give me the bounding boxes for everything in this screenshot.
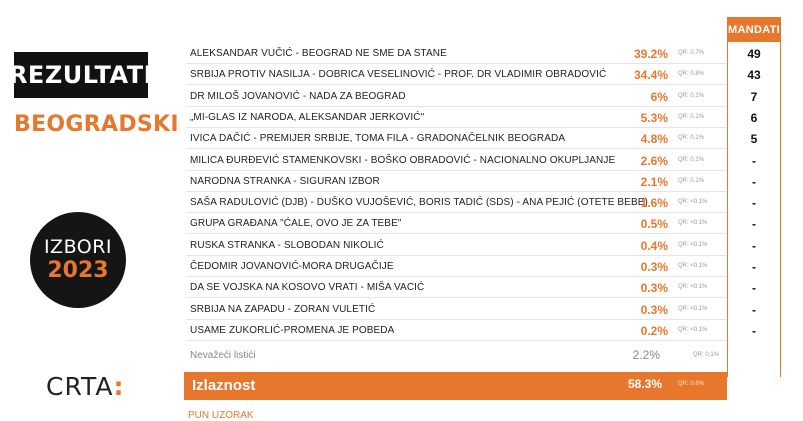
party-seats: 7 [750,89,758,104]
badge-year: 2023 [47,258,109,283]
table-row [0,46,803,64]
results-subtitle: BEOGRADSKI [14,112,179,137]
badge-line1: IZBORI [43,236,113,258]
party-seats: - [752,238,756,253]
party-pct: 0.4% [640,238,668,253]
table-row [0,153,803,171]
party-pct: 5.3% [640,110,668,125]
party-seats: - [752,196,756,211]
party-qr: QR: <0.1% [678,263,708,269]
invalid-label: Nevažeći listići [190,350,256,361]
party-pct: 0.3% [640,260,668,274]
party-name: GRUPA GRAĐANA "ĆALE, OVO JE ZA TEBE" [190,218,402,230]
party-name: ČEDOMIR JOVANOVIĆ-MORA DRUGAČIJE [190,261,394,272]
table-row [0,195,803,213]
table-row [0,110,803,128]
table-row [0,67,803,85]
party-seats: - [752,302,756,317]
party-qr: QR: 0.1% [678,135,705,142]
row-divider [186,148,726,149]
invalid-pct: 2.2% [632,348,660,362]
party-name: SAŠA RADULOVIĆ (DJB) - DUŠKO VUJOŠEVIĆ, BORIS TADIĆ (SDS) - ANA PEJIĆ (OTETE BEBE) [190,197,648,209]
logo-text: CRTA [46,372,114,401]
party-name: DA SE VOJSKA NA KOSOVO VRATI - MIŠA VACIĆ [190,282,425,294]
party-name: ALEKSANDAR VUČIĆ - BEOGRAD NE SME DA STANE [190,48,447,59]
party-name: RUSKA STRANKA - SLOBODAN NIKOLIĆ [190,239,384,251]
party-qr: QR: 0.1% [678,92,705,99]
party-pct: 34.4% [633,68,668,83]
party-pct: 0.2% [640,323,668,338]
table-row [0,259,803,277]
party-qr: QR: <0.1% [678,241,708,248]
party-pct: 0.3% [640,281,668,296]
party-pct: 4.8% [640,132,668,147]
row-divider [186,191,726,192]
row-divider [186,106,726,107]
party-pct: 2.1% [640,174,668,189]
party-qr: QR: 0.1% [678,113,705,120]
party-pct: 0.5% [640,217,668,232]
logo-colon: : [113,372,125,401]
party-name: SRBIJA NA ZAPADU - ZORAN VULETIĆ [190,303,376,315]
row-divider [186,255,726,256]
party-qr: QR: <0.1% [678,326,708,333]
party-pct: 2.6% [640,153,668,168]
row-divider [186,340,726,341]
party-seats: 6 [750,110,758,125]
party-seats: - [752,153,756,168]
table-row [0,131,803,149]
row-divider [186,84,726,85]
invalid-qr: QR: 0.1% [693,352,720,358]
turnout-pct: 58.3% [628,377,663,391]
party-seats: - [752,281,756,296]
table-row [0,174,803,192]
party-pct: 39.2% [633,47,668,61]
party-qr: QR: 0.8% [678,71,705,78]
party-qr: QR: <0.1% [678,305,708,312]
party-pct: 0.3% [640,302,668,317]
party-name: „MI-GLAS IZ NARODA, ALEKSANDAR JERKOVIĆ" [190,111,425,123]
table-row [0,238,803,256]
table-row [0,302,803,320]
party-name: MILICA ĐURĐEVIĆ STAMENKOVSKI - BOŠKO OBRADOVIĆ - NACIONALNO OKUPLJANJE [190,154,616,166]
table-row [0,280,803,298]
row-divider [186,212,726,213]
row-divider [186,233,726,234]
table-row [0,89,803,107]
row-divider [186,276,726,277]
turnout-qr: QR: 0.6% [678,381,705,387]
party-qr: QR: 0.1% [678,177,705,184]
party-name: DR MILOŠ JOVANOVIĆ - NADA ZA BEOGRAD [190,90,406,102]
party-pct: 6% [650,89,668,104]
crta-logo [46,372,124,401]
party-name: IVICA DAČIĆ - PREMIJER SRBIJE, TOMA FILA - GRADONAČELNIK BEOGRADA [190,133,566,145]
turnout-label: Izlaznost [192,377,256,394]
table-row [0,216,803,234]
party-seats: - [752,217,756,232]
party-seats: 49 [747,47,761,61]
results-title: REZULTATI [14,52,148,98]
sample-label: PUN UZORAK [188,410,254,421]
party-name: NARODNA STRANKA - SIGURAN IZBOR [190,175,380,187]
party-seats: - [752,260,756,274]
party-pct: 1.6% [640,196,668,211]
party-qr: QR: <0.1% [678,284,708,291]
row-divider [186,127,726,128]
party-seats: - [752,174,756,189]
table-row [0,323,803,341]
row-divider [186,170,726,171]
party-name: SRBIJA PROTIV NASILJA - DOBRICA VESELINOVIĆ - PROF. DR VLADIMIR OBRADOVIĆ [190,69,607,81]
row-divider [186,63,726,64]
row-divider [186,297,726,298]
row-divider [186,319,726,320]
seats-header: MANDATI [727,17,781,42]
party-qr: QR: 0.7% [678,50,705,56]
party-qr: QR: 0.1% [678,156,705,163]
party-seats: - [752,323,756,338]
party-qr: QR: <0.1% [678,220,708,227]
party-seats: 43 [747,68,761,83]
party-seats: 5 [750,132,758,147]
party-name: USAME ZUKORLIĆ-PROMENA JE POBEDA [190,324,395,336]
party-qr: QR: <0.1% [678,199,708,206]
